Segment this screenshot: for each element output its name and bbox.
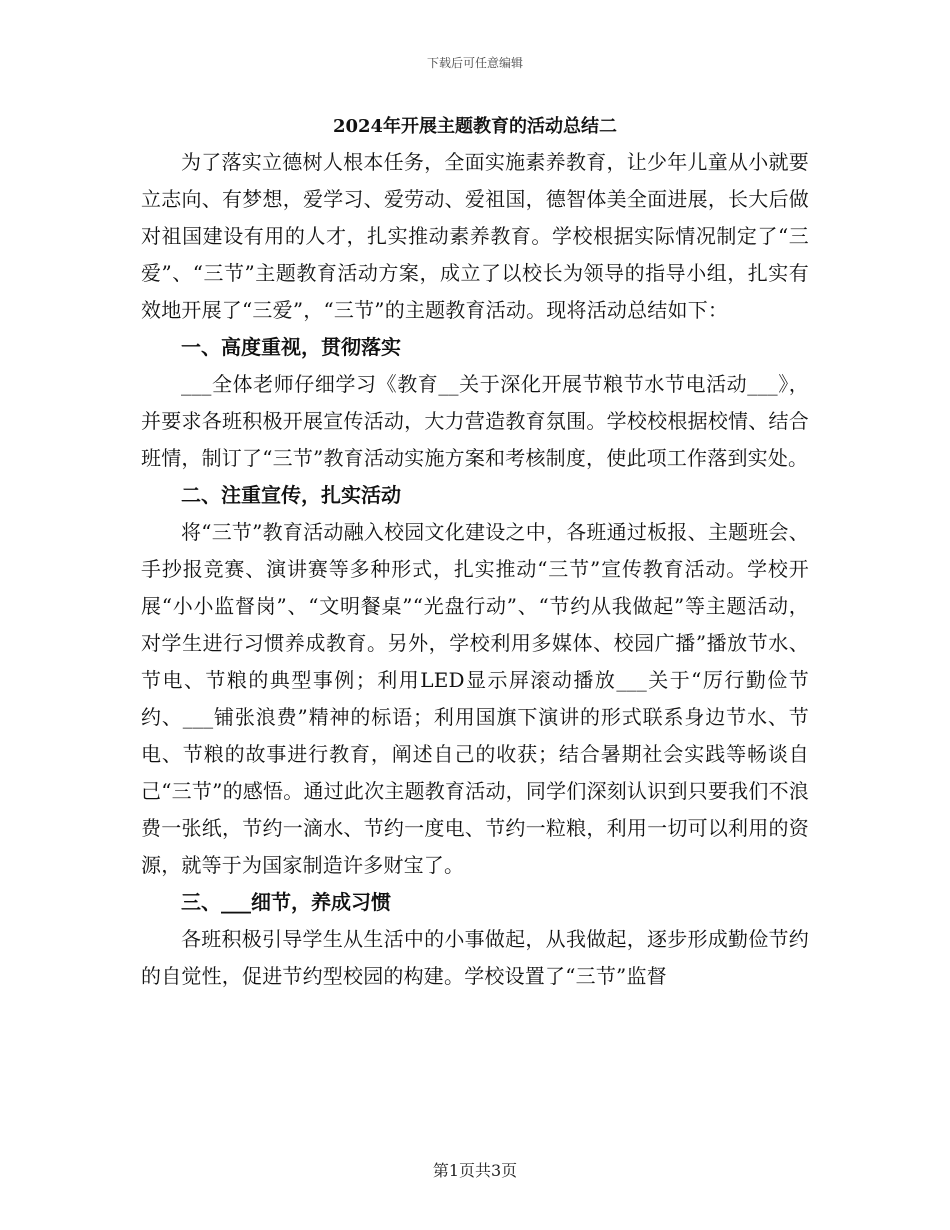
intro-paragraph: 为了落实立德树人根本任务，全面实施素养教育，让少年儿童从小就要立志向、有梦想，爱学习、爱劳动、爱祖国，德智体美全面进展，长大后做对祖国建设有用的人才，扎实推动素养教育。学校根据实际情况制定了“三爱”、“三节”主题教育活动方案，成立了以校长为领导的指导小组，扎实有效地开展了“三爱”，“三节”的主题教育活动。现将活动总结如下： — [141, 150, 809, 322]
section-heading-3: 三、___细节，养成习惯 — [181, 890, 391, 914]
document-body — [141, 112, 809, 995]
page-number: 第1页共3页 — [432, 1161, 518, 1180]
section-body-3: 各班积极引导学生从生活中的小事做起，从我做起，逐步形成勤俭节约的自觉性，促进节约型校园的构建。学校设置了“三节”监督 — [141, 927, 809, 988]
document-title: 2024年开展主题教育的活动总结二 — [332, 116, 618, 137]
header-note: 下载后可任意编辑 — [426, 56, 523, 70]
section-heading-1: 一、高度重视，贯彻落实 — [181, 335, 401, 359]
section-body-1: ___全体老师仔细学习《教育__关于深化开展节粮节水节电活动___》，并要求各班积极开展宣传活动，大力营造教育氛围。学校校根据校情、结合班情，制订了“三节”教育活动实施方案和考核制度，使此项工作落到实处。 — [141, 372, 809, 470]
section-heading-2: 二、注重宣传，扎实活动 — [181, 483, 401, 507]
section-body-2: 将“三节”教育活动融入校园文化建设之中，各班通过板报、主题班会、手抄报竞赛、演讲赛等多种形式，扎实推动“三节”宣传教育活动。学校开展“小小监督岗”、“文明餐桌”“光盘行动”、“节约从我做起”等主题活动，对学生进行习惯养成教育。另外，学校利用多媒体、校园广播”播放节水、节电、节粮的典型事例；利用LED显示屏滚动播放___关于“厉行勤俭节约、___铺张浪费”精神的标语；利用国旗下演讲的形式联系身边节水、节电、节粮的故事进行教育，阐述自己的收获；结合暑期社会实践等畅谈自己“三节”的感悟。通过此次主题教育活动，同学们深刻认识到只要我们不浪费一张纸，节约一滴水、节约一度电、节约一粒粮，利用一切可以利用的资源，就等于为国家制造许多财宝了。 — [141, 520, 809, 877]
